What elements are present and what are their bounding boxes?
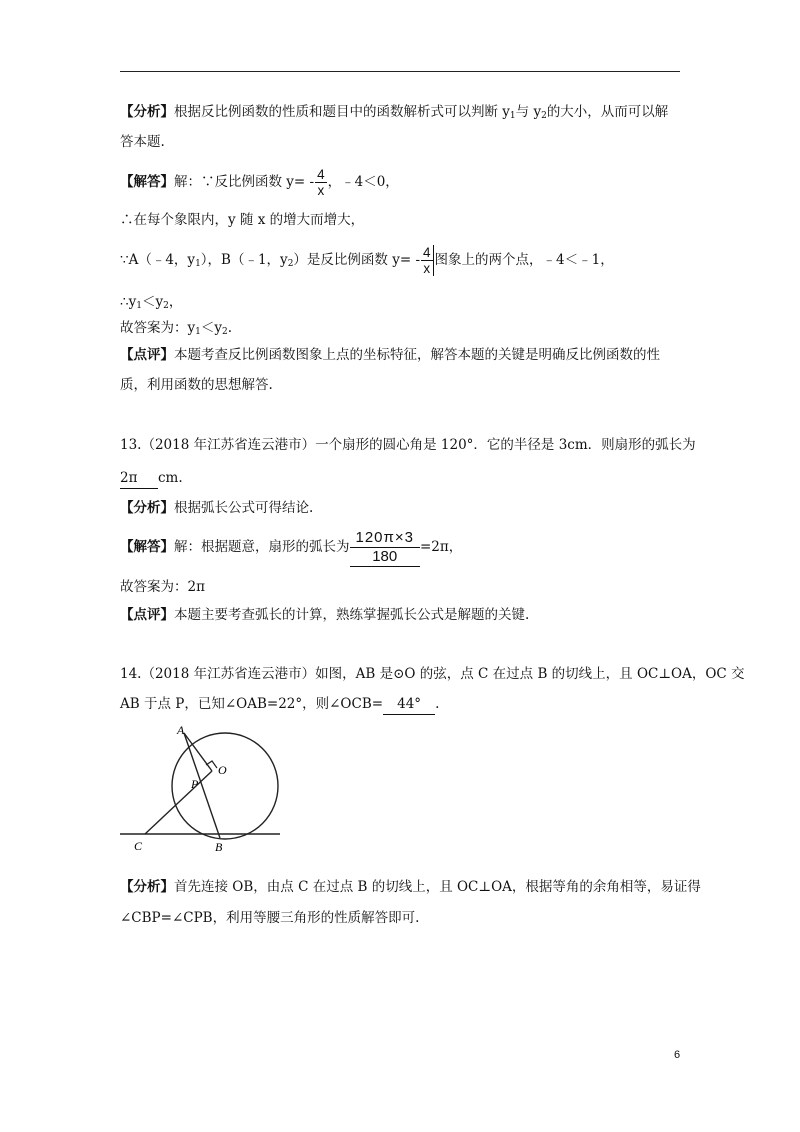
s13-comment-line: 【点评】本题主要考查弧长的计算，熟练掌握弧长公式是解题的关键.	[120, 607, 530, 623]
solution-tag: 【解答】	[120, 539, 174, 555]
analysis-tag: 【分析】	[120, 500, 174, 516]
geometry-figure	[120, 722, 290, 857]
analysis-tag: 【分析】	[120, 879, 174, 895]
s12-points-line: ∵A（﹣4，$y_1$），B（﹣1，$y_2$）是反比例函数 y= - $\frac{4}{x}$ 图象上的两个点，﹣4＜﹣1，	[120, 245, 614, 276]
label-a: A	[177, 723, 185, 737]
segment-oc	[145, 771, 212, 834]
s12-step-line: ∴在每个象限内，y 随 x 的增大而增大，	[120, 212, 365, 228]
circle-o	[172, 733, 278, 839]
s12-analysis-line2: 答本题.	[120, 134, 165, 150]
s14-question-line2: AB 于点 P，已知∠OAB=22°，则∠OCB= 44° .	[120, 694, 439, 715]
label-o: O	[218, 763, 227, 777]
s13-answer-blank-line: 2π cm.	[120, 468, 183, 489]
comment-tag: 【点评】	[120, 607, 174, 623]
chord-ab	[184, 733, 220, 838]
arc-length-fraction: $\frac{120\pi\times 3}{180}$	[350, 529, 420, 567]
label-c: C	[134, 839, 143, 853]
right-angle-mark	[206, 761, 217, 768]
header-rule	[120, 71, 680, 72]
s12-answer-line: 故答案为：$y_1<y_2$.	[120, 320, 233, 337]
s14-question-line1: 14.（2018 年江苏省连云港市）如图，AB 是⊙O 的弦，点 C 在过点 B 的切线上，且 OC⊥OA，OC 交	[120, 666, 745, 682]
fraction-4-over-x-boxed: $\frac{4}{x}$	[421, 245, 434, 276]
analysis-tag: 【分析】	[120, 104, 174, 120]
s12-conclusion-line: $\therefore y_1<y_2$，	[120, 294, 183, 311]
s14-analysis-line2: ∠CBP=∠CPB，利用等腰三角形的性质解答即可.	[120, 910, 420, 926]
page-number: 6	[674, 1049, 681, 1061]
solution-tag: 【解答】	[120, 174, 174, 190]
fraction-4-over-x: $\frac{4}{x}$	[317, 167, 325, 198]
comment-tag: 【点评】	[120, 347, 174, 363]
s13-final-answer: 故答案为：2π	[120, 579, 205, 595]
s12-comment-line2: 质，利用函数的思想解答.	[120, 377, 273, 393]
answer-blank: 2π	[120, 468, 158, 489]
s14-analysis-line1: 【分析】首先连接 OB，由点 C 在过点 B 的切线上，且 OC⊥OA，根据等角的余角相等，易证得	[120, 879, 701, 895]
s13-question-line: 13.（2018 年江苏省连云港市）一个扇形的圆心角是 120°．它的半径是 3cm．则扇形的弧长为	[120, 437, 696, 453]
label-b: B	[215, 840, 223, 854]
segment-ao	[184, 733, 212, 771]
label-p: P	[191, 777, 199, 791]
s13-analysis-line: 【分析】根据弧长公式可得结论.	[120, 500, 314, 516]
s12-comment-line1: 【点评】本题考查反比例函数图象上点的坐标特征，解答本题的关键是明确反比例函数的性	[120, 347, 660, 363]
answer-blank: 44°	[383, 694, 435, 715]
s13-solution-line: 【解答】解：根据题意，扇形的弧长为 $\frac{120\pi\times 3}{180}$ =2π，	[120, 528, 463, 565]
s12-solution-line1: 【解答】解：∵反比例函数 y= - $\frac{4}{x}$ ，﹣4＜0，	[120, 167, 399, 198]
s12-analysis-line1: 【分析】根据反比例函数的性质和题目中的函数解析式可以判断 $y_1$与 $y_2$的大小，从而可以解	[120, 104, 669, 121]
